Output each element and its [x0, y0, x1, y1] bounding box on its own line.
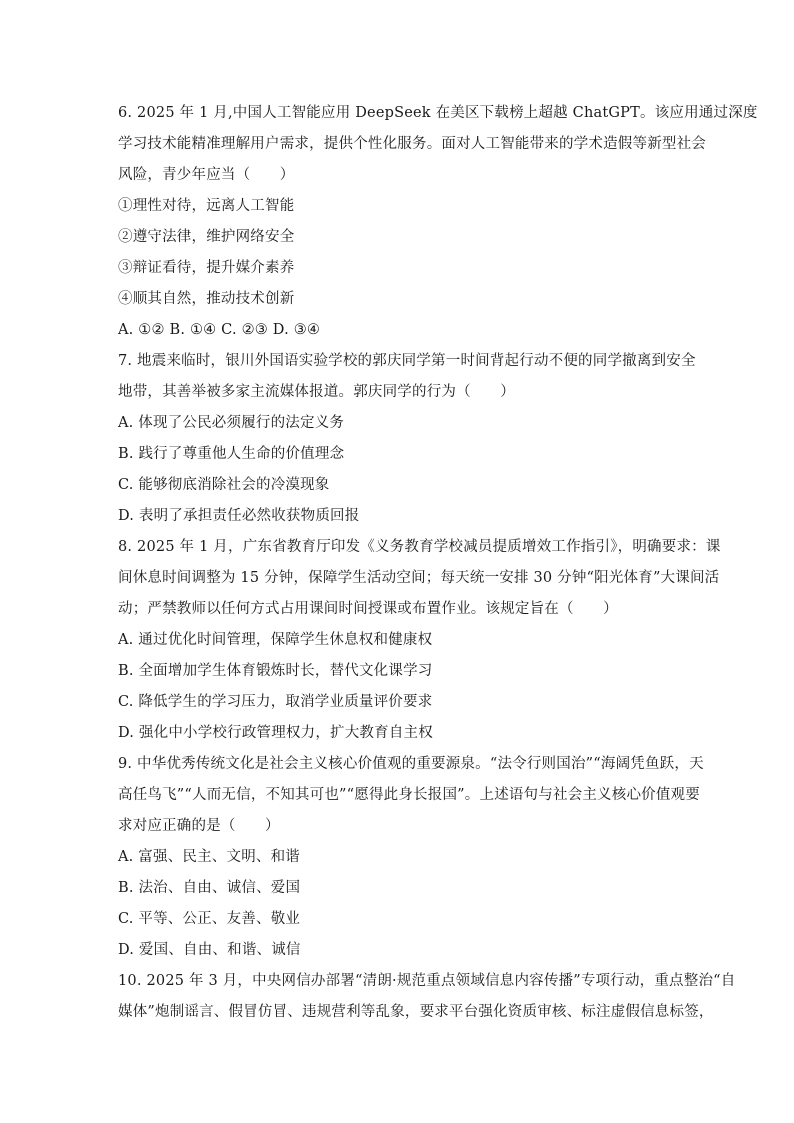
statement-item: ①理性对待，远离人工智能 [118, 198, 295, 214]
question-text: 风险，青少年应当（ ） [118, 167, 295, 183]
question-text: 间休息时间调整为 15 分钟，保障学生活动空间；每天统一安排 30 分钟“阳光体育”大课间活 [118, 570, 720, 586]
question-text: 9. 中华优秀传统文化是社会主义核心价值观的重要源泉。“法令行则国治”“海阔凭鱼跃，天 [118, 756, 704, 772]
question-text: 学习技术能精准理解用户需求，提供个性化服务。面对人工智能带来的学术造假等新型社会 [118, 136, 706, 152]
answer-option-c: C. 降低学生的学习压力，取消学业质量评价要求 [118, 694, 433, 710]
question-6 [118, 98, 758, 346]
question-text: 6. 2025 年 1 月,中国人工智能应用 DeepSeek 在美区下载榜上超越 ChatGPT。该应用通过深度 [118, 105, 758, 121]
question-text: 媒体”炮制谣言、假冒仿冒、违规营利等乱象，要求平台强化资质审核、标注虚假信息标签， [118, 1004, 714, 1020]
question-text: 10. 2025 年 3 月，中央网信办部署“清朗·规范重点领域信息内容传播”专项行动，重点整治“自 [118, 973, 736, 989]
statement-item: ③辩证看待，提升媒介素养 [118, 260, 295, 276]
answer-option-d: D. 表明了承担责任必然收获物质回报 [118, 508, 360, 524]
question-8 [118, 532, 721, 749]
question-7 [118, 346, 696, 532]
statement-item: ②遵守法律，维护网络安全 [118, 229, 295, 245]
answer-option-a: A. 体现了公民必须履行的法定义务 [118, 415, 345, 431]
question-text: 高任鸟飞”“人而无信，不知其可也”“愿得此身长报国”。上述语句与社会主义核心价值观要 [118, 787, 700, 803]
question-text: 7. 地震来临时，银川外国语实验学校的郭庆同学第一时间背起行动不便的同学撤离到安全 [118, 353, 696, 369]
question-text: 8. 2025 年 1 月，广东省教育厅印发《义务教育学校减员提质增效工作指引》，明确要求：课 [118, 539, 721, 555]
answer-option-d: D. 爱国、自由、和谐、诚信 [118, 942, 301, 958]
answer-options: A. ①② B. ①④ C. ②③ D. ③④ [118, 322, 321, 338]
statement-item: ④顺其自然，推动技术创新 [118, 291, 295, 307]
answer-option-b: B. 全面增加学生体育锻炼时长，替代文化课学习 [118, 663, 433, 679]
answer-option-b: B. 践行了尊重他人生命的价值理念 [118, 446, 345, 462]
answer-option-d: D. 强化中小学校行政管理权力，扩大教育自主权 [118, 725, 433, 741]
answer-option-c: C. 平等、公正、友善、敬业 [118, 911, 301, 927]
answer-option-b: B. 法治、自由、诚信、爱国 [118, 880, 301, 896]
answer-option-a: A. 富强、民主、文明、和谐 [118, 849, 300, 865]
question-9 [118, 749, 704, 966]
answer-option-a: A. 通过优化时间管理，保障学生休息权和健康权 [118, 632, 433, 648]
question-text: 求对应正确的是（ ） [118, 818, 280, 834]
exam-page [118, 98, 758, 1028]
question-10 [118, 966, 736, 1028]
question-text: 地带，其善举被多家主流媒体报道。郭庆同学的行为（ ） [118, 384, 515, 400]
answer-option-c: C. 能够彻底消除社会的冷漠现象 [118, 477, 330, 493]
question-text: 动；严禁教师以任何方式占用课间时间授课或布置作业。该规定旨在（ ） [118, 601, 618, 617]
